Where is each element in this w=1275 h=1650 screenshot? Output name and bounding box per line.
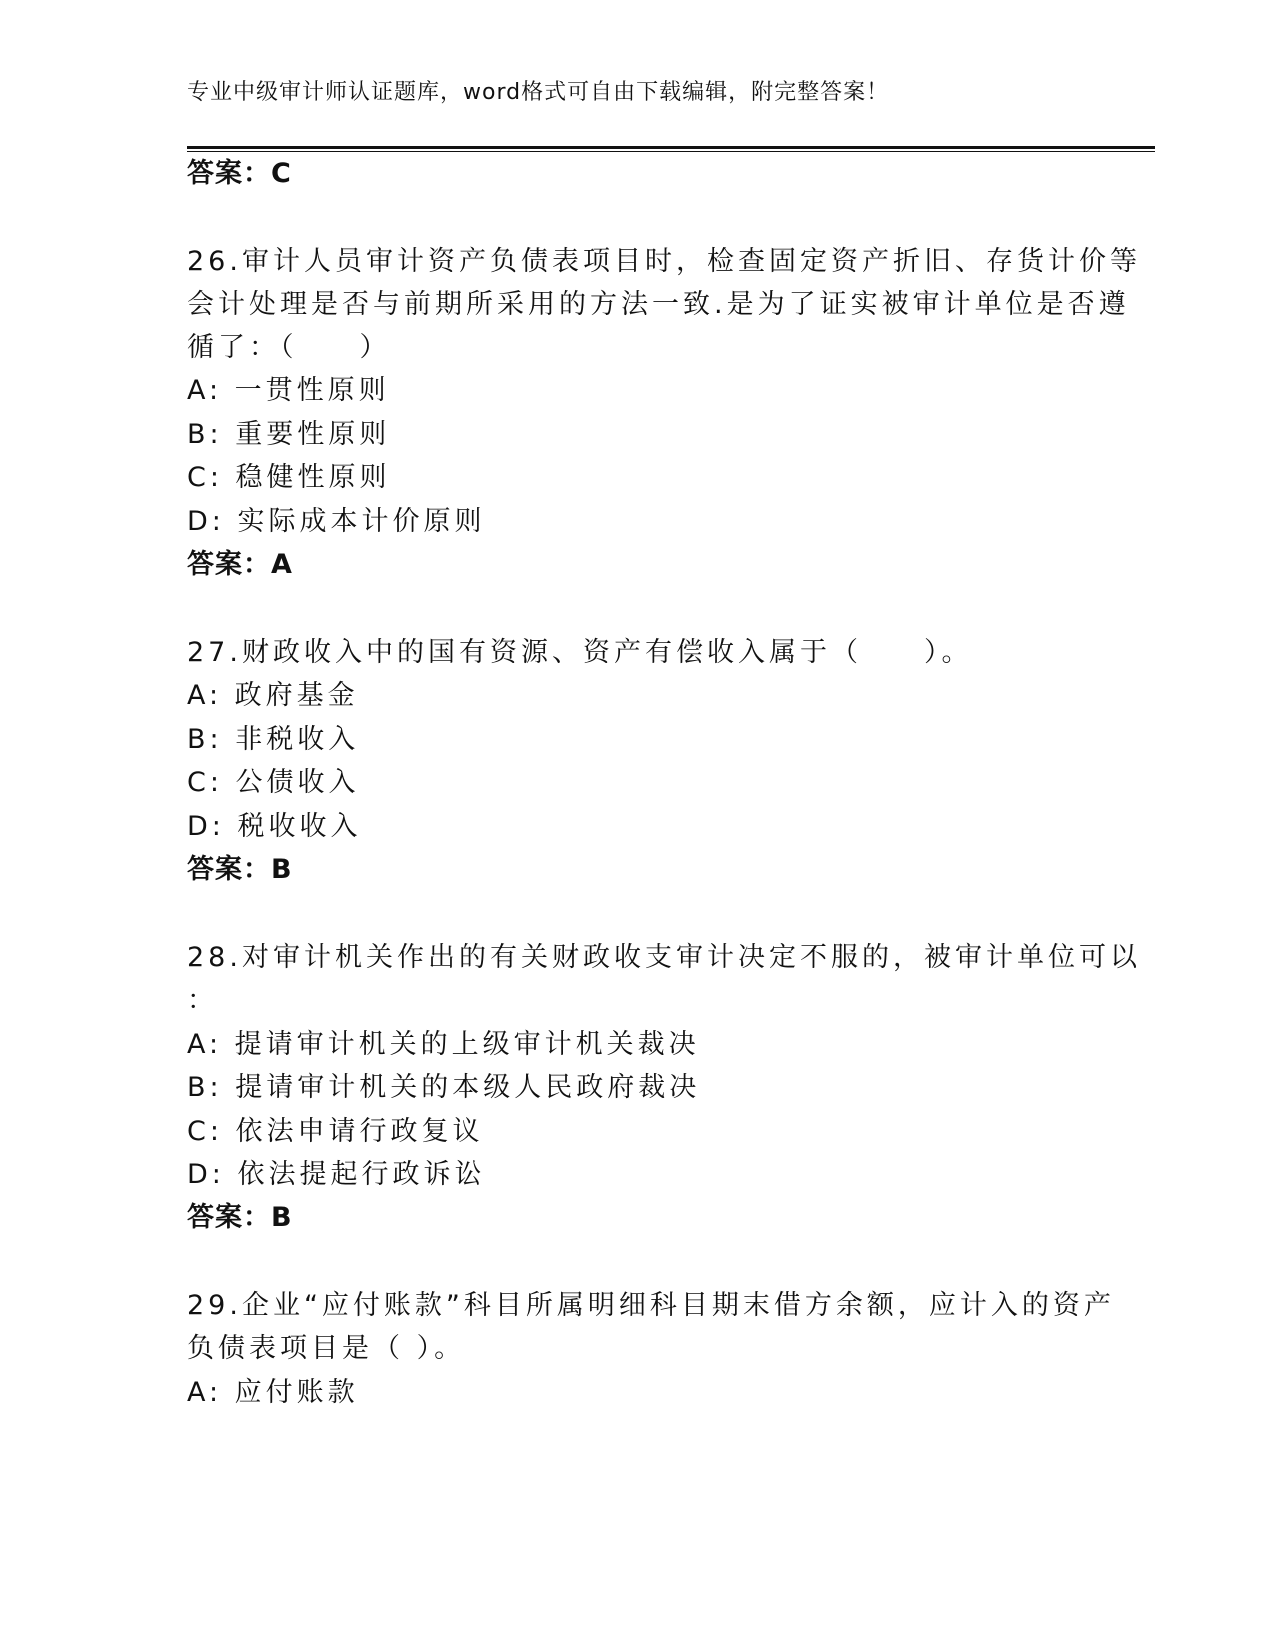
question-26-stem-line-1: 26.审计人员审计资产负债表项目时，检查固定资产折旧、存货计价等 [187, 246, 1141, 277]
question-27-stem-line-1: 27.财政收入中的国有资源、资产有偿收入属于（ ）。 [187, 637, 973, 668]
question-29-stem-line-1: 29.企业“应付账款”科目所属明细科目期末借方余额，应计入的资产 [187, 1290, 1115, 1321]
answer-28: 答案：B [187, 1202, 293, 1233]
question-28-stem-line-2: ： [187, 985, 218, 1016]
question-26-option-d: D: 实际成本计价原则 [187, 506, 486, 537]
answer-26: 答案：A [187, 549, 293, 580]
question-26-option-c: C: 稳健性原则 [187, 462, 391, 493]
question-27-option-c: C: 公债收入 [187, 767, 360, 798]
question-26-option-a: A: 一贯性原则 [187, 375, 390, 406]
answer-25: 答案：C [187, 158, 292, 189]
question-28-option-b: B: 提请审计机关的本级人民政府裁决 [187, 1072, 701, 1103]
question-29-option-a: A: 应付账款 [187, 1377, 359, 1408]
question-27-option-a: A: 政府基金 [187, 680, 359, 711]
question-27-option-d: D: 税收收入 [187, 811, 362, 842]
question-27-option-b: B: 非税收入 [187, 724, 360, 755]
question-28-option-d: D: 依法提起行政诉讼 [187, 1159, 486, 1190]
question-26-stem-line-3: 循了：（ ） [187, 332, 391, 363]
question-28-option-c: C: 依法申请行政复议 [187, 1116, 484, 1147]
question-29-stem-line-2: 负债表项目是（ ）。 [187, 1333, 466, 1364]
page-header: 专业中级审计师认证题库，word格式可自由下载编辑，附完整答案！ [187, 80, 890, 105]
question-28-option-a: A: 提请审计机关的上级审计机关裁决 [187, 1029, 700, 1060]
header-rule-thin [187, 151, 1155, 152]
question-26-option-b: B: 重要性原则 [187, 419, 391, 450]
question-28-stem-line-1: 28.对审计机关作出的有关财政收支审计决定不服的，被审计单位可以 [187, 942, 1141, 973]
header-rule-thick [187, 146, 1155, 149]
question-26-stem-line-2: 会计处理是否与前期所采用的方法一致.是为了证实被审计单位是否遵 [187, 289, 1130, 320]
answer-27: 答案：B [187, 854, 293, 885]
